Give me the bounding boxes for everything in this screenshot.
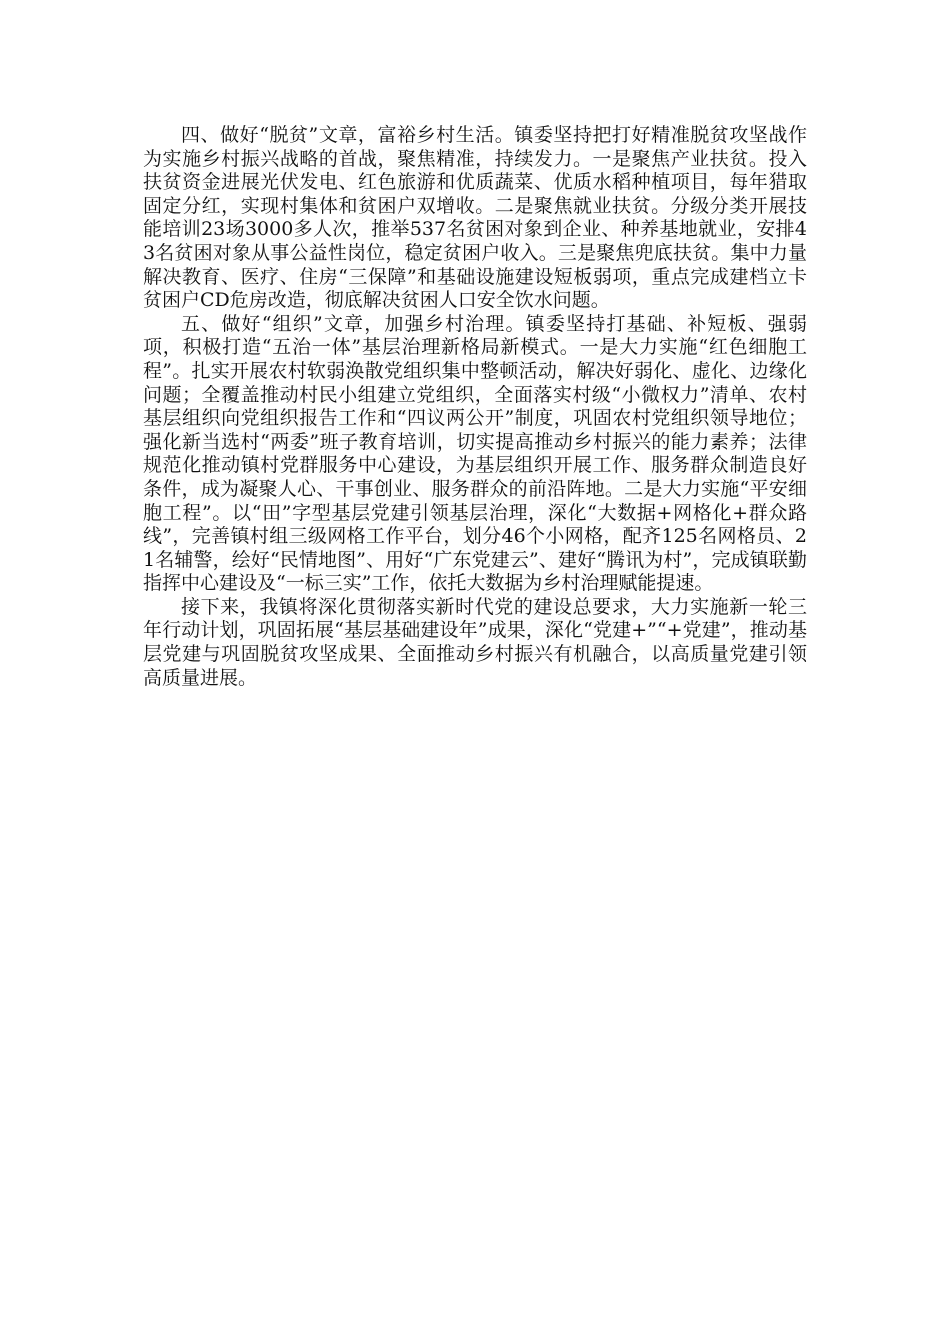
- paragraph-organization-governance: 五、做好“组织”文章，加强乡村治理。镇委坚持打基础、补短板、强弱项，积极打造“五治一体”基层治理新格局新模式。一是大力实施“红色细胞工程”。扎实开展农村软弱涣散党组织集中整顿活动，解决好弱化、虚化、边缘化问题；全覆盖推动村民小组建立党组织，全面落实村级“小微权力”清单、农村基层组织向党组织报告工作和“四议两公开”制度，巩固农村党组织领导地位；强化新当选村“两委”班子教育培训，切实提高推动乡村振兴的能力素养；法律规范化推动镇村党群服务中心建设，为基层组织开展工作、服务群众制造良好条件，成为凝聚人心、干事创业、服务群众的前沿阵地。二是大力实施“平安细胞工程”。以“田”字型基层党建引领基层治理，深化“大数据+网格化+群众路线”，完善镇村组三级网格工作平台，划分46个小网格，配齐125名网格员、21名辅警，绘好“民情地图”、用好“广东党建云”、建好“腾讯为村”，完成镇联勤指挥中心建设及“一标三实”工作，依托大数据为乡村治理赋能提速。: [143, 312, 807, 595]
- paragraph-next-steps: 接下来，我镇将深化贯彻落实新时代党的建设总要求，大力实施新一轮三年行动计划，巩固拓展“基层基础建设年”成果，深化“党建+”“+党建”，推动基层党建与巩固脱贫攻坚成果、全面推动乡村振兴有机融合，以高质量党建引领高质量进展。: [143, 595, 807, 689]
- paragraph-poverty-alleviation: 四、做好“脱贫”文章，富裕乡村生活。镇委坚持把打好精准脱贫攻坚战作为实施乡村振兴战略的首战，聚焦精准，持续发力。一是聚焦产业扶贫。投入扶贫资金进展光伏发电、红色旅游和优质蔬菜、优质水稻种植项目，每年猎取固定分红，实现村集体和贫困户双增收。二是聚焦就业扶贫。分级分类开展技能培训23场3000多人次，推举537名贫困对象到企业、种养基地就业，安排43名贫困对象从事公益性岗位，稳定贫困户收入。三是聚焦兜底扶贫。集中力量解决教育、医疗、住房“三保障”和基础设施建设短板弱项，重点完成建档立卡贫困户CD危房改造，彻底解决贫困人口安全饮水问题。: [143, 124, 807, 312]
- document-body: [143, 124, 807, 690]
